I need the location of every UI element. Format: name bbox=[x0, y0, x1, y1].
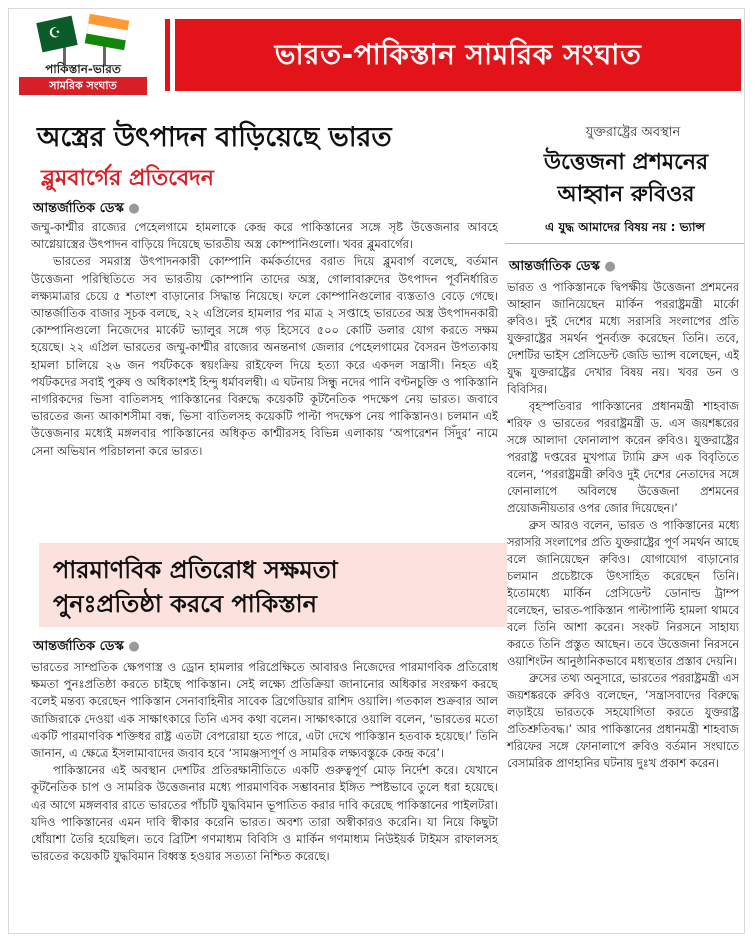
article1-byline bbox=[33, 199, 140, 220]
article1-subheadline: ব্লুমবার্গের প্রতিবেদন bbox=[41, 166, 214, 191]
flags-emblem bbox=[33, 13, 133, 67]
logo-bottom-text: সামরিক সংঘাত bbox=[19, 77, 147, 95]
article1-paragraph: জম্মু-কাশ্মীর রাজ্যের পেহেলগামে হামলাকে কেন্দ্র করে পাকিস্তানের সঙ্গে সৃষ্ট উত্তেজনার আবহে আগ্নেয়াস্ত্রের উৎপাদন বাড়িয়ে দিয়েছে ভারতীয় অস্ত্র কোম্পানিগুলো। খবর ব্লুমবার্গের। bbox=[31, 220, 498, 252]
logo-top-text: পাকিস্তান-ভারত bbox=[45, 62, 121, 76]
article3-subline: এ যুদ্ধ আমাদের বিষয় নয় : ভ্যান্স bbox=[545, 220, 705, 234]
article1-headline: অস্ত্রের উৎপাদন বাড়িয়েছে ভারত bbox=[37, 122, 392, 153]
article2-headline-line1: পারমাণবিক প্রতিরোধ সক্ষমতা bbox=[53, 556, 338, 584]
article3-paragraph: ব্রুসের তথ্য অনুসারে, ভারতের পররাষ্ট্রমন্ত্রী এস জয়শঙ্করকে রুবিও বলেছেন, ‘সন্ত্রাসবাদের বিরুদ্ধে লড়াইয়ে ভারতকে সহযোগিতা করতে যুক্তরাষ্ট্র প্রতিশ্রুতিবদ্ধ।’ আর পাকিস্তানের প্রধানমন্ত্রী শাহবাজ শরিফের সঙ্গে ফোনালাপে রুবিও বর্তমান সংঘাতে বেসামরিক প্রাণহানির ঘটনায় দুঃখ প্রকাশ করেন। bbox=[507, 672, 739, 770]
article3-byline bbox=[509, 257, 616, 278]
article3-body bbox=[507, 279, 739, 933]
article2-body bbox=[31, 659, 498, 933]
divider bbox=[505, 243, 745, 244]
article2-headline-box bbox=[39, 543, 507, 627]
article3-paragraph: বৃহস্পতিবার পাকিস্তানের প্রধানমন্ত্রী শাহবাজ শরিফ ও ভারতের পররাষ্ট্রমন্ত্রী ড. এস জয়শঙ্করের সঙ্গে আলাদা ফোনালাপ করেন রুবিও। যুক্তরাষ্ট্রের পররাষ্ট্র দপ্তরের মুখপাত্র ট্যামি ব্রুস এক বিবৃতিতে বলেন, ‘পররাষ্ট্রমন্ত্রী রুবিও দুই দেশের নেতাদের সঙ্গে ফোনালাপে অবিলম্বে উত্তেজনা প্রশমনের প্রয়োজনীয়তার ওপর জোর দিয়েছেন।’ bbox=[507, 400, 739, 515]
article1-paragraph: ভারতের সমরাস্ত্র উৎপাদনকারী কোম্পানি কর্মকর্তাদের বরাত দিয়ে ব্লুমবার্গ বলেছে, বর্তমান উত্তেজনা পরিস্থিতিতে সব ভারতীয় কোম্পানি তাদের অস্ত্র, গোলাবারুদের উৎপাদন পূর্বনির্ধারিত লক্ষ্যমাত্রার চেয়ে ৫ শতাংশ বাড়ানোর সিদ্ধান্ত নিয়েছে। ফলে কোম্পানিগুলোর ব্যস্ততাও বেড়ে গেছে। আন্তর্জাতিক বাজার সূচক বলছে, ২২ এপ্রিলের হামলার পর মাত্র ২ সপ্তাহে ভারতের অস্ত্র উৎপাদনকারী কোম্পানিগুলো নিজেদের মার্কেট ভ্যালুর সঙ্গে গড় হিসেবে ৫০০ কোটি ডলার যোগ করতে সক্ষম হয়েছে। ২২ এপ্রিল ভারতের জম্মু-কাশ্মীর রাজ্যের অনন্তনাগ জেলার পেহেলগামের বৈসরন উপত্যকায় হামলা চালিয়ে ২৬ জন পর্যটককে স্বয়ংক্রিয় রাইফেল দিয়ে হত্যা করে একদল সন্ত্রাসী। নিহত এই পর্যটকদের সবাই পুরুষ ও অধিকাংশই হিন্দু ধর্মাবলম্বী। এ ঘটনায় সিন্ধু নদের পানি বণ্টনচুক্তি ও পাকিস্তানি নাগরিকদের ভিসা বাতিলসহ পাকিস্তানের বিরুদ্ধে কয়েকটি কূটনৈতিক পদক্ষেপ নেয় ভারত। জবাবে ভারতের জন্য আকাশসীমা বন্ধ, ভিসা বাতিলসহ কয়েকটি পাল্টা পদক্ষেপ নেয় পাকিস্তানও। চলমান এই উত্তেজনার মধ্যেই মঙ্গলবার পাকিস্তানের অধিকৃত কাশ্মীরসহ বিভিন্ন এলাকায় ‘অপারেশন সিঁদুর’ নামে সেনা অভিযান পরিচালনা করে ভারত। bbox=[31, 254, 498, 458]
article3-headline-line2: আহ্বান রুবিওর bbox=[557, 182, 695, 207]
bullet-icon: ● bbox=[604, 259, 616, 274]
bullet-icon: ● bbox=[128, 639, 140, 654]
india-flag-icon bbox=[85, 14, 130, 50]
article3-headline bbox=[509, 147, 743, 211]
newspaper-page bbox=[8, 8, 745, 934]
article2-headline-line2: পুনঃপ্রতিষ্ঠা করবে পাকিস্তান bbox=[53, 590, 317, 618]
article2-paragraph: পাকিস্তানের এই অবস্থান দেশটির প্রতিরক্ষানীতিতে একটি গুরুত্বপূর্ণ মোড় নির্দেশ করে। যেখানে কূটনৈতিক চাপ ও সামরিক উত্তেজনার মধ্যে পারমাণবিক সম্ভাবনার ইঙ্গিত স্পষ্টভাবে তুলে ধরা হয়েছে। এর আগে মঙ্গলবার রাতে ভারতের পাঁচটি যুদ্ধবিমান ভূপাতিত করার দাবি করেছে পাকিস্তানের পাইলটরা। যদিও পাকিস্তানের এমন দাবি স্বীকার করেনি ভারত। অবশ্য তারা অস্বীকারও করেনি। যা নিয়ে কিছুটা ধোঁয়াশা তৈরি হয়েছিল। তবে ব্রিটিশ গণমাধ্যম বিবিসি ও মার্কিন গণমাধ্যম নিউইয়র্ক টাইমস রাফালসহ ভারতের কয়েকটি যুদ্ধবিমান বিধ্বস্ত হওয়ার সত্যতা নিশ্চিত করেছে। bbox=[31, 763, 498, 864]
article2-paragraph: ভারতের সাম্প্রতিক ক্ষেপণাস্ত্র ও ড্রোন হামলার পরিপ্রেক্ষিতে আবারও নিজেদের পারমাণবিক প্রতিরোধ ক্ষমতা পুনঃপ্রতিষ্ঠা করতে চাইছে পাকিস্তান। সেই লক্ষ্যে প্রতিক্রিয়া জানানোর অধিকার সংরক্ষণ করছে বলেই মন্তব্য করেছেন পাকিস্তান সেনাবাহিনীর সাবেক ব্রিগেডিয়ার রাশিদ ওয়ালি। গতকাল শুক্রবার আল জাজিরাকে দেওয়া এক সাক্ষাৎকারে তিনি এসব কথা বলেন। সাক্ষাৎকারে ওয়ালি বলেন, ‘ভারতের মতো একটি পারমাণবিক শক্তিধর রাষ্ট্র এতটা বেপরোয়া হতে পারে, এটা দেখে পাকিস্তান হতবাক হয়েছে।’ তিনি জানান, এ ক্ষেত্রে ইসলামাবাদের জবাব হবে ‘সামঞ্জস্যপূর্ণ ও সামরিক লক্ষ্যবস্তুকে কেন্দ্র করে’। bbox=[31, 660, 498, 761]
article3-headline-line1: উত্তেজনা প্রশমনের bbox=[543, 150, 709, 175]
pakistan-flag-icon: ☪ bbox=[36, 16, 77, 53]
article1-body bbox=[31, 219, 498, 535]
byline-text: আন্তর্জাতিক ডেস্ক bbox=[509, 259, 600, 274]
byline-text: আন্তর্জাতিক ডেস্ক bbox=[33, 201, 124, 216]
section-banner: ভারত-পাকিস্তান সামরিক সংঘাত bbox=[175, 19, 741, 91]
article3-paragraph: ব্রুস আরও বলেন, ভারত ও পাকিস্তানের মধ্যে সরাসরি সংলাপের প্রতি যুক্তরাষ্ট্রের পূর্ণ সমর্থন আছে বলে জানিয়েছেন রুবিও। যোগাযোগ বাড়ানোর চলমান প্রচেষ্টাকে উৎসাহিত করেছেন তিনি। ইতোমধ্যে মার্কিন প্রেসিডেন্ট ডোনাল্ড ট্রাম্প বলেছেন, ভারত-পাকিস্তান পাল্টাপাল্টি হামলা থামবে বলে তিনি আশা করেন। সংকট নিরসনে সাহায্য করতে তিনি প্রস্তুত আছেন। তবে উত্তেজনা নিরসনে ওয়াশিংটন আনুষ্ঠানিকভাবে মধ্যস্থতার প্রস্তাব দেয়নি। bbox=[507, 519, 739, 668]
bullet-icon: ● bbox=[128, 201, 140, 216]
article3-paragraph: ভারত ও পাকিস্তানকে দ্বিপক্ষীয় উত্তেজনা প্রশমনের আহ্বান জানিয়েছেন মার্কিন পররাষ্ট্রমন্ত্রী মার্কো রুবিও। দুই দেশের মধ্যে সরাসরি সংলাপের প্রতি যুক্তরাষ্ট্রের সমর্থন পুনর্ব্যক্ত করেছেন তিনি। তবে, দেশটির ভাইস প্রেসিডেন্ট জেডি ভ্যান্স বলেছেন, এই যুদ্ধ যুক্তরাষ্ট্রের দেখার বিষয় নয়। খবর ডন ও বিবিসির। bbox=[507, 281, 739, 396]
article2-byline bbox=[33, 637, 140, 658]
article3-kicker: যুক্তরাষ্ট্রের অবস্থান bbox=[585, 125, 681, 140]
section-logo bbox=[9, 9, 159, 97]
byline-text: আন্তর্জাতিক ডেস্ক bbox=[33, 639, 124, 654]
